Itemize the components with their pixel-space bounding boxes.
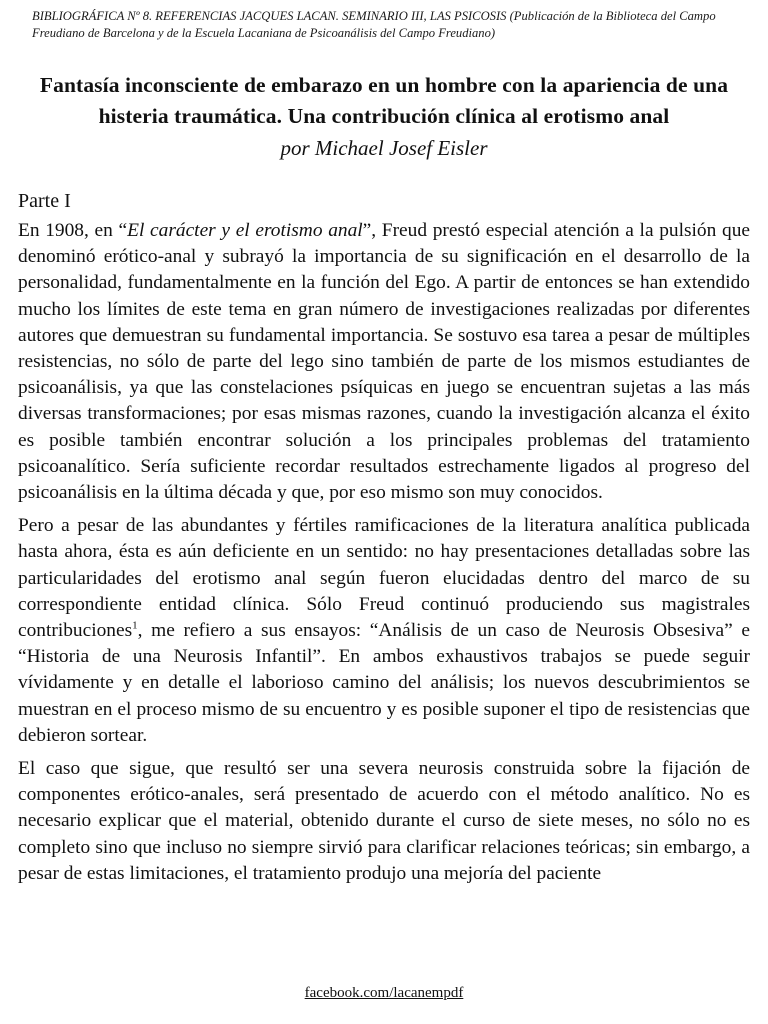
paragraph-1-text-a: En 1908, en “ <box>18 220 128 241</box>
section-heading: Parte I <box>18 190 71 212</box>
footnote-marker: 1 <box>132 619 138 632</box>
paragraph-1 <box>18 218 750 506</box>
paragraph-2-text-b: , me refiero a sus ensayos: “Análisis de un caso de Neurosis Obsesiva” e “Historia de una Neurosis Infantil”. En ambos exhaustivos trabajos se puede seguir vívidamente y en detalle el laborioso camino del análisis; los nuevos descubrimientos se muestran en el proceso mismo de su encuentro y es posible suponer el tipo de resistencias que debieron sortear. <box>18 620 750 746</box>
paragraph-3: El caso que sigue, que resultó ser una severa neurosis construida sobre la fijación de componentes erótico-anales, será presentado de acuerdo con el método analítico. No es necesario explicar que el material, obtenido durante el curso de siete meses, no sólo no es completo sino que incluso no siempre sirvió para clarificar relaciones teóricas; sin embargo, a pesar de estas limitaciones, el tratamiento produjo una mejoría del paciente <box>18 758 750 884</box>
paragraph-2 <box>18 513 750 749</box>
paragraph-1-text-b: ”, Freud prestó especial atención a la pulsión que denominó erótico-anal y subrayó la importancia de su significación en el desarrollo de la personalidad, fundamentalmente en la función del Ego. A partir de entonces se han extendido mucho los límites de este tema en gran número de investigaciones realizadas por diferentes autores que demuestran su fundamental importancia. Se sostuvo esa tarea a pesar de múltiples resistencias, no sólo de parte del lego sino también de parte de los mismos estudiantes de psicoanálisis, ya que las constelaciones psíquicas en juego se encuentran sujetas a las más diversas transformaciones; por esas mismas razones, cuando la investigación alcanza el éxito es posible también encontrar solución a los principales problemas del tratamiento psicoanalítico. Sería suficiente recordar resultados estrechamente ligados al progreso del psicoanálisis en la última década y que, por eso mismo son muy conocidos. <box>18 220 751 504</box>
paragraph-2-text-a: Pero a pesar de las abundantes y fértiles ramificaciones de la literatura analítica publicada hasta ahora, ésta es aún deficiente en un sentido: no hay presentaciones detalladas sobre las particularidades del erotismo anal según fueron elucidadas dentro del marco de su correspondiente entidad clínica. Sólo Freud continuó produciendo sus magistrales contribuciones <box>18 515 750 642</box>
article-title: Fantasía inconsciente de embarazo en un hombre con la apariencia de una histeria traumática. Una contribución clínica al erotismo anal <box>39 73 729 128</box>
article-author: por Michael Josef Eisler <box>280 136 488 160</box>
cited-work-title: El carácter y el erotismo anal <box>127 220 363 241</box>
footer-link[interactable]: facebook.com/lacanempdf <box>304 985 464 1001</box>
running-header: BIBLIOGRÁFICA Nº 8. REFERENCIAS JACQUES LACAN. SEMINARIO III, LAS PSICOSIS (Publicación de la Biblioteca del Campo Freudiano de Barcelona y de la Escuela Lacaniana de Psicoanálisis del Campo Freudiano) <box>32 9 716 40</box>
